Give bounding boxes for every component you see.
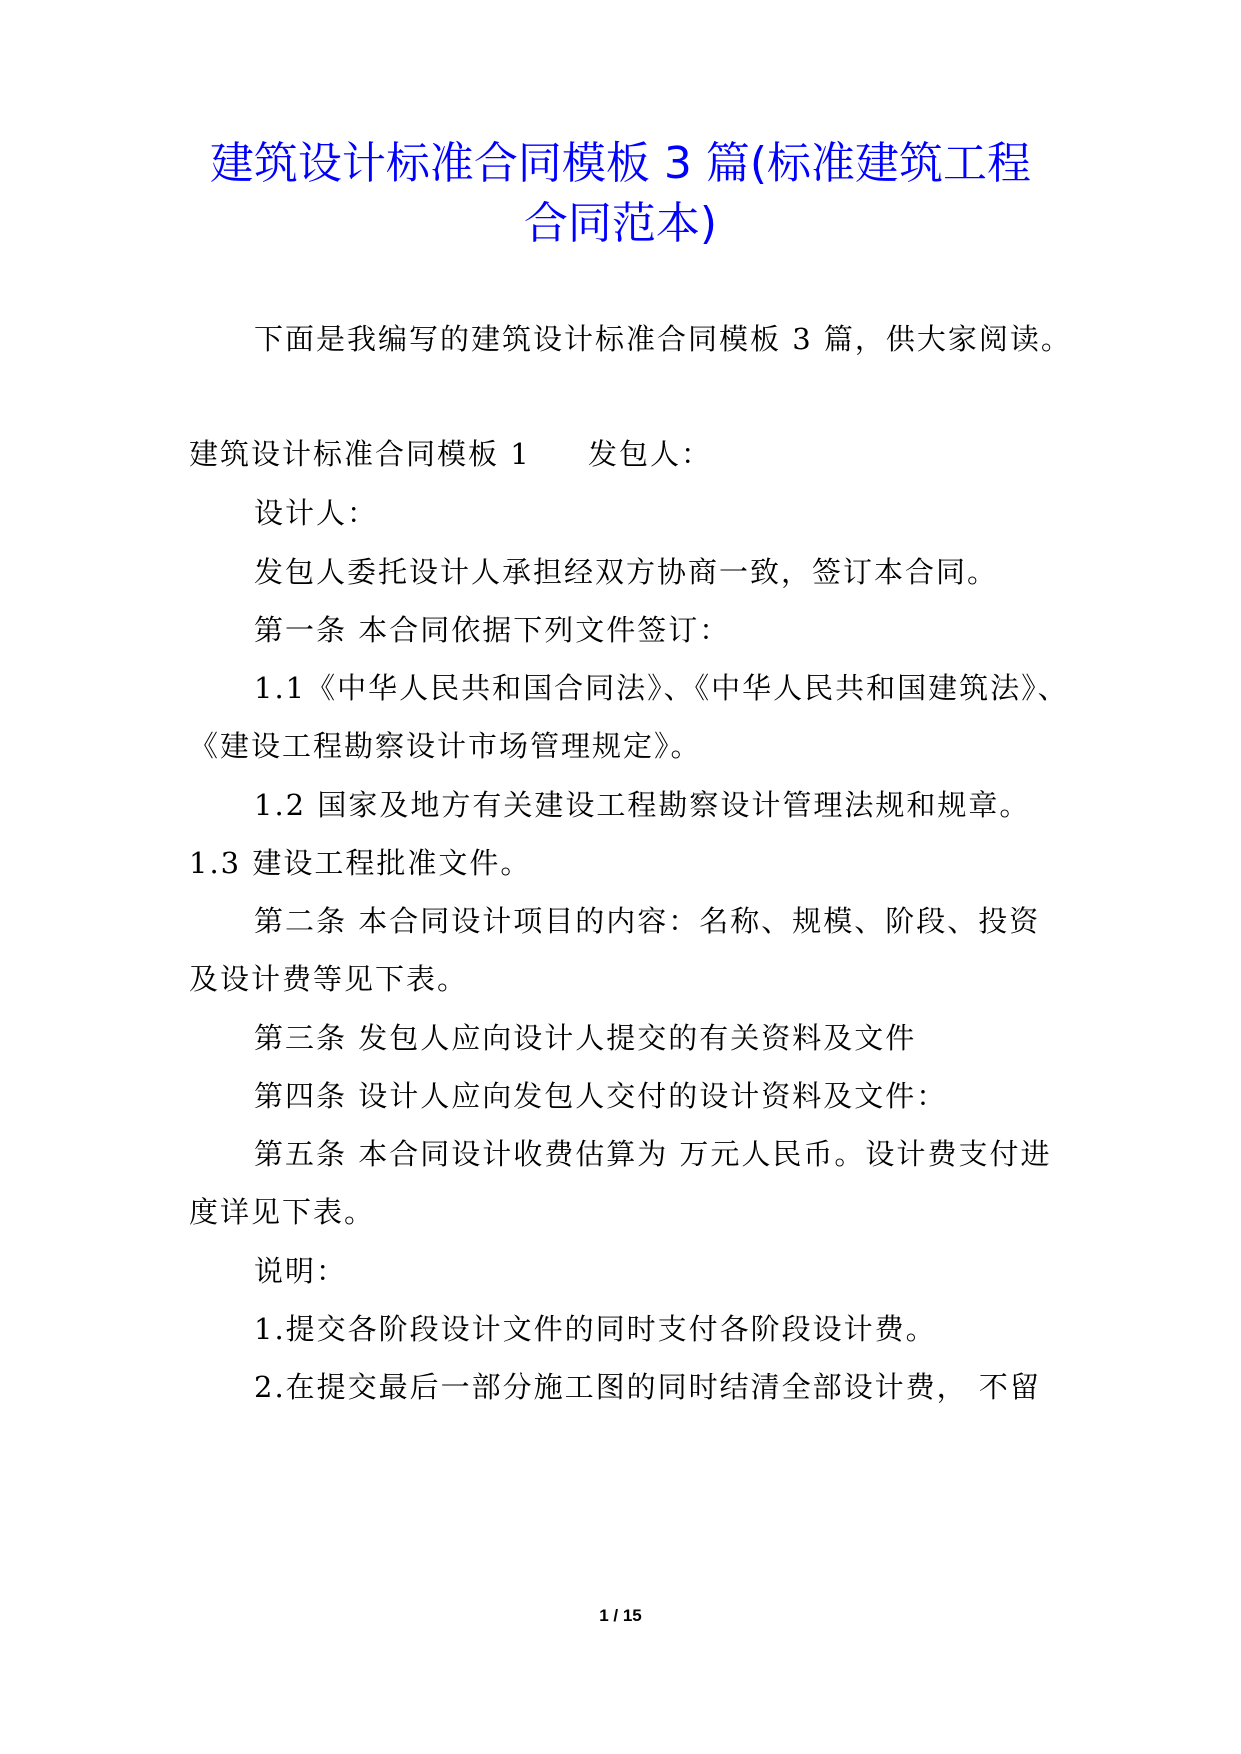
page-indicator: 1 / 15	[599, 1606, 642, 1625]
article-4: 第四条 设计人应向发包人交付的设计资料及文件：	[254, 1079, 948, 1113]
note-1: 1.提交各阶段设计文件的同时支付各阶段设计费。	[254, 1312, 937, 1346]
article-5-line-1: 第五条 本合同设计收费估算为 万元人民币。设计费支付进	[254, 1137, 1052, 1171]
clause-1-1-line-2: 《建设工程勘察设计市场管理规定》。	[189, 729, 702, 763]
document-title-line-1: 建筑设计标准合同模板 3 篇(标准建筑工程	[209, 138, 1032, 189]
intro-paragraph: 下面是我编写的建筑设计标准合同模板 3 篇，供大家阅读。	[254, 322, 1072, 356]
clause-1-2: 1.2 国家及地方有关建设工程勘察设计管理法规和规章。	[254, 788, 1031, 822]
article-3: 第三条 发包人应向设计人提交的有关资料及文件	[254, 1021, 917, 1055]
article-5-line-2: 度详见下表。	[189, 1195, 376, 1229]
clause-1-3: 1.3 建设工程批准文件。	[189, 846, 532, 880]
section-heading: 建筑设计标准合同模板 1	[189, 437, 531, 471]
body-paragraph: 发包人委托设计人承担经双方协商一致，签订本合同。	[254, 555, 999, 589]
note-2: 2.在提交最后一部分施工图的同时结清全部设计费， 不留	[254, 1370, 1041, 1404]
clause-1-1-line-1: 1.1《中华人民共和国合同法》、《中华人民共和国建筑法》、	[254, 671, 1069, 705]
designer-label: 设计人：	[254, 496, 379, 530]
article-1-heading: 第一条 本合同依据下列文件签订：	[254, 613, 731, 647]
notes-heading: 说明：	[254, 1254, 348, 1288]
employer-label: 发包人：	[588, 437, 713, 471]
article-2-line-1: 第二条 本合同设计项目的内容：名称、规模、阶段、投资	[254, 904, 1041, 938]
document-title-line-2: 合同范本)	[523, 198, 718, 249]
article-2-line-2: 及设计费等见下表。	[189, 962, 469, 996]
